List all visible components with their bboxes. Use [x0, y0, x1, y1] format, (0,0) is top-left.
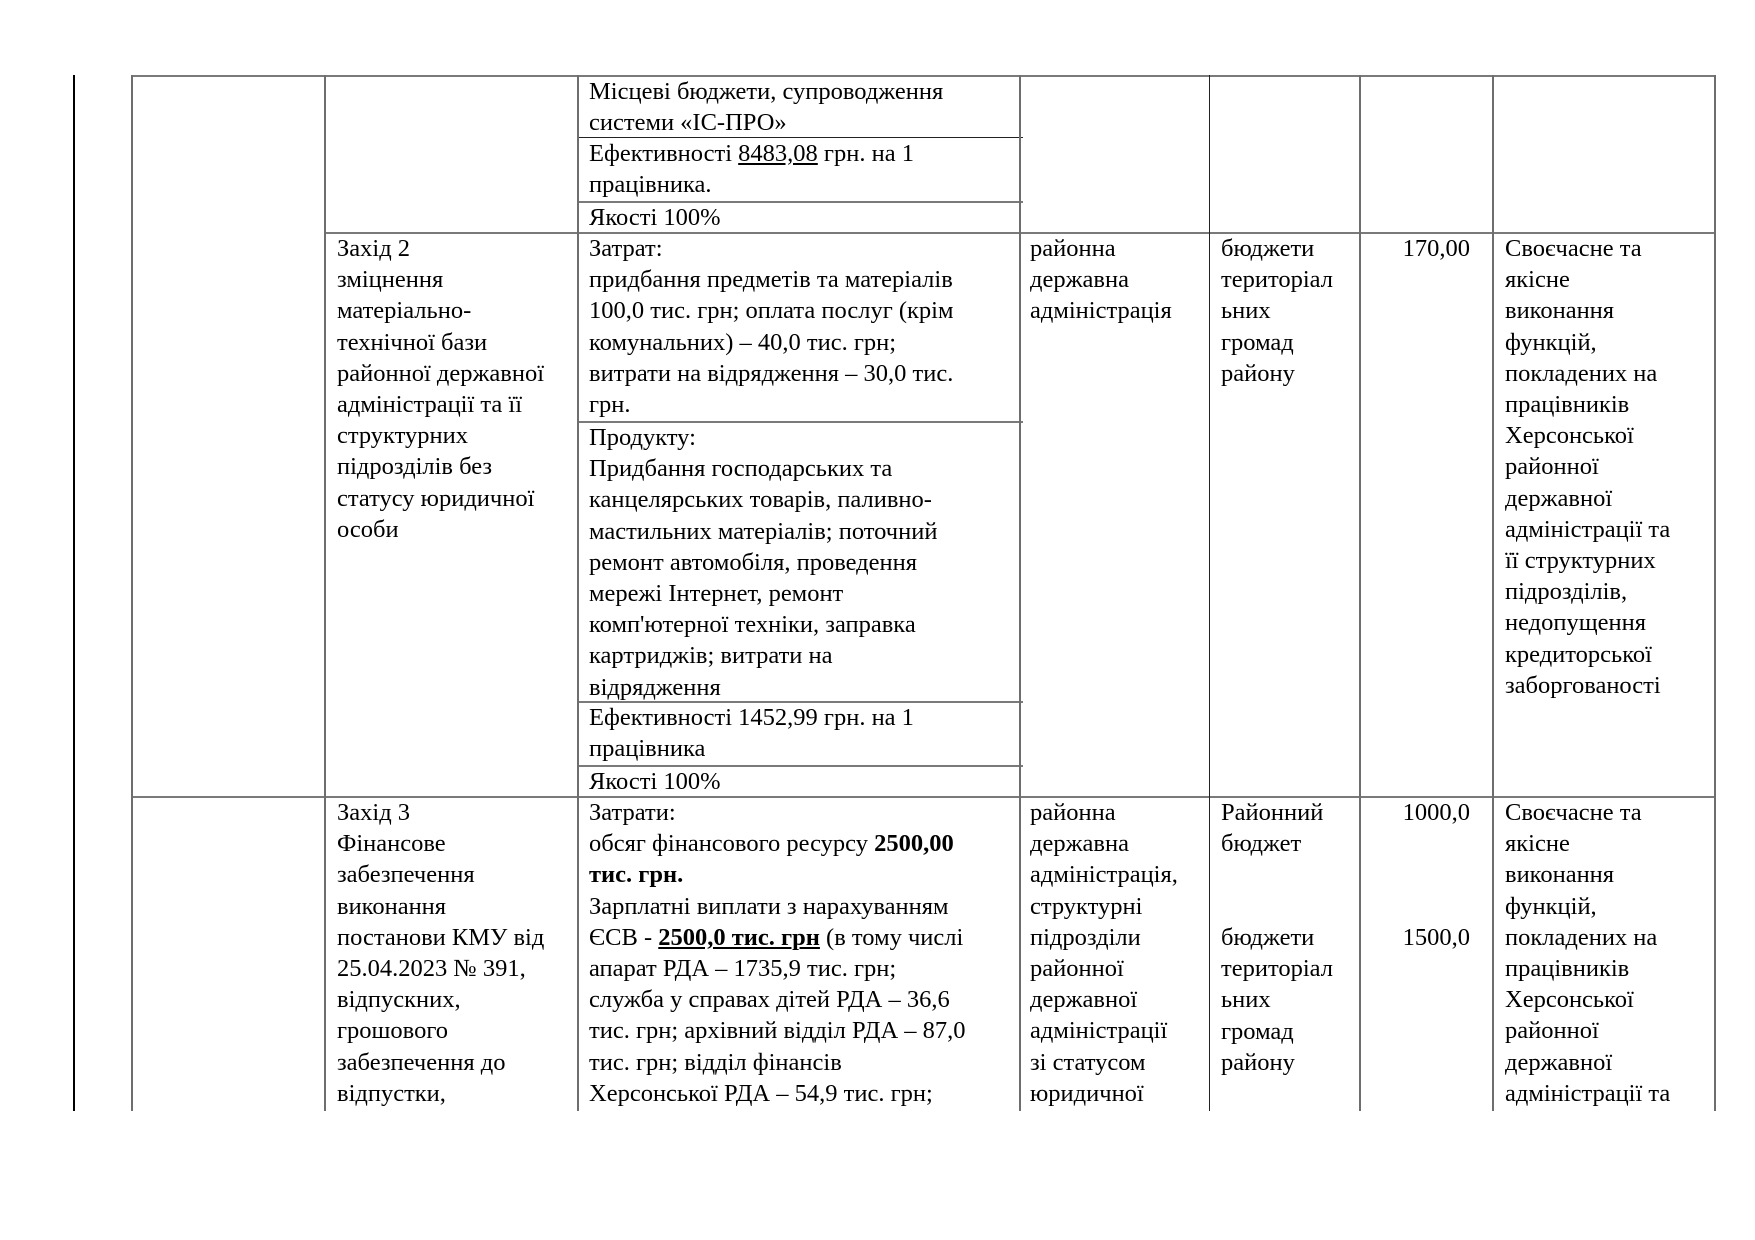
row3-funding-source-district: Районний бюджет	[1221, 799, 1324, 858]
row3-indicator-costs	[589, 797, 1017, 1110]
row3-executor: районна державна адміністрація, структурні підрозділи районної державної адміністрації зі статусом юридичної	[1030, 799, 1178, 1107]
row3-amount-district: 1000,0	[1402, 799, 1470, 826]
salary-value: 2500,0 тис. грн	[658, 923, 820, 951]
row2-indicator-costs: Затрат: придбання предметів та матеріалів 100,0 тис. грн; оплата послуг (крім комунальних) – 40,0 тис. грн; витрати на відрядження – 30,0 тис. грн.	[589, 235, 954, 419]
row2-expected-result: Своєчасне та якісне виконання функцій, покладених на працівників Херсонської районної державної адміністрації та її структурних підрозділів, недопущення кредиторської заборгованості	[1505, 235, 1671, 699]
col-border-5	[1209, 75, 1210, 1111]
efficiency-prefix: Ефективності	[589, 140, 739, 167]
costs-label: Затрати:	[589, 799, 676, 826]
col-border-4	[1019, 75, 1021, 1111]
row1-indicator-local-budgets: Місцеві бюджети, супроводження системи «ІС-ПРО»	[589, 78, 944, 137]
costs-volume-prefix: обсяг фінансового ресурсу	[589, 830, 875, 858]
row2-amount: 170,00	[1402, 235, 1470, 262]
left-margin-rule	[73, 75, 75, 1111]
efficiency-value: 8483,08	[738, 140, 818, 167]
salary-prefix: Зарплатні виплати з нарахуванням ЄСВ -	[589, 892, 949, 951]
row3-amount-communities: 1500,0	[1402, 924, 1470, 951]
costs-volume-value: 2500,00 тис. грн.	[589, 830, 954, 889]
row2-indicator-efficiency: Ефективності 1452,99 грн. на 1 працівника	[589, 704, 914, 763]
row1-indicator-quality: Якості 100%	[589, 204, 721, 231]
row3-funding-source-communities: бюджети територіал ьних громад району	[1221, 924, 1333, 1076]
row1-indicator-efficiency	[589, 138, 1014, 200]
efficiency-suffix: грн. на 1 працівника.	[589, 140, 914, 199]
row3-measure: Захід 3 Фінансове забезпечення виконання постанови КМУ від 25.04.2023 № 391, відпускних, грошового забезпечення до відпустки,	[337, 799, 545, 1107]
row3-expected-result: Своєчасне та якісне виконання функцій, покладених на працівників Херсонської районної державної адміністрації та	[1505, 799, 1671, 1107]
row2-indicator-quality: Якості 100%	[589, 768, 721, 795]
salary-breakdown: (в тому числі апарат РДА – 1735,9 тис. грн; служба у справах дітей РДА – 36,6 тис. грн; архівний відділ РДА – 87,0 тис. грн; відділ фінансів Херсонської РДА – 54,9 тис. грн;	[589, 923, 966, 1107]
col-border-2	[324, 75, 326, 1111]
row2-measure: Захід 2 зміцнення матеріально- технічної бази районної державної адміністрації та її структурних підрозділів без статусу юридичної особи	[337, 235, 545, 543]
row2-executor: районна державна адміністрація	[1030, 235, 1172, 325]
col-border-1	[131, 75, 133, 1111]
col-border-6	[1359, 75, 1361, 1111]
row2-funding-source: бюджети територіал ьних громад району	[1221, 235, 1333, 387]
col-border-7	[1492, 75, 1494, 1111]
col-border-3	[577, 75, 579, 1111]
row2-indicator-product: Продукту: Придбання господарських та канцелярських товарів, паливно- мастильних матеріалів; поточний ремонт автомобіля, проведення мережі Інтернет, ремонт комп'ютерної техніки, заправка картриджів; витрати на відрядження	[589, 424, 938, 701]
